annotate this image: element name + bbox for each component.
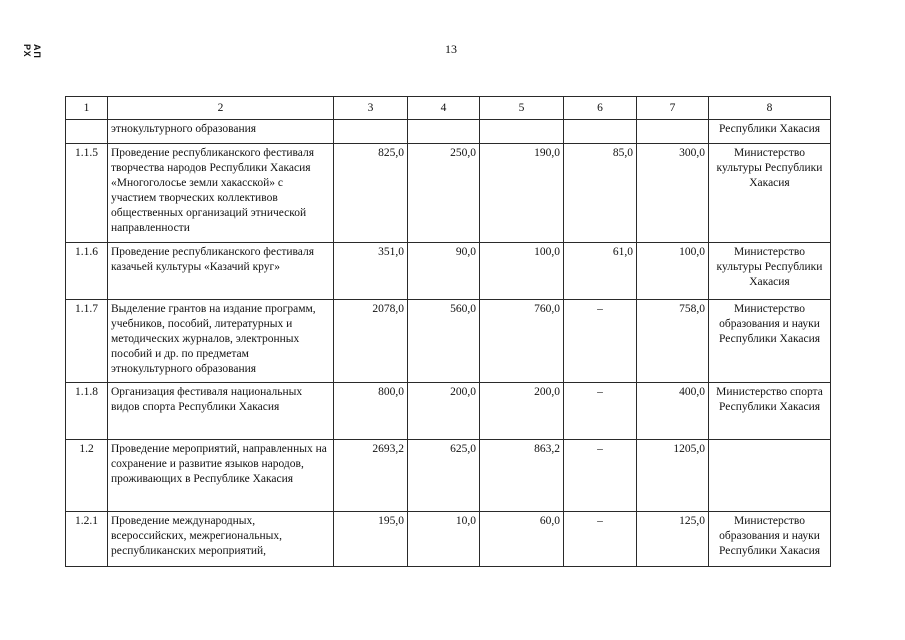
amount-total: 825,0: [334, 144, 408, 243]
amount-col7: 758,0: [637, 300, 709, 383]
header-cell: 8: [709, 97, 831, 120]
item-number: 1.2.1: [66, 512, 108, 567]
table-row: [66, 383, 831, 440]
amount-col4: 90,0: [408, 243, 480, 300]
amount-col5: 60,0: [480, 512, 564, 567]
amount-col6: –: [564, 300, 637, 383]
amount-col7: 400,0: [637, 383, 709, 440]
amount-col4: 200,0: [408, 383, 480, 440]
item-description: Проведение мероприятий, направленных на сохранение и развитие языков народов, проживающих в Республике Хакасия: [108, 440, 334, 512]
amount-col7: 125,0: [637, 512, 709, 567]
page-number: 13: [445, 42, 457, 56]
amount-total: 351,0: [334, 243, 408, 300]
amount-col6: 61,0: [564, 243, 637, 300]
budget-table: [65, 96, 831, 567]
amount-col7: 100,0: [637, 243, 709, 300]
header-cell: 3: [334, 97, 408, 120]
responsible-org: Министерство спорта Республики Хакасия: [709, 383, 831, 440]
responsible-org: [709, 440, 831, 512]
amount-col4: 625,0: [408, 440, 480, 512]
header-cell: 7: [637, 97, 709, 120]
item-number: [66, 120, 108, 144]
responsible-org: Министерство образования и науки Республики Хакасия: [709, 300, 831, 383]
amount-col6: –: [564, 440, 637, 512]
amount-col7: 1205,0: [637, 440, 709, 512]
amount-col5: 200,0: [480, 383, 564, 440]
amount-total: 2078,0: [334, 300, 408, 383]
amount-col4: 250,0: [408, 144, 480, 243]
table-row: [66, 120, 831, 144]
amount-col5: [480, 120, 564, 144]
amount-col5: 863,2: [480, 440, 564, 512]
header-cell: 6: [564, 97, 637, 120]
responsible-org: Республики Хакасия: [709, 120, 831, 144]
table-row: [66, 512, 831, 567]
amount-col6: –: [564, 383, 637, 440]
amount-col5: 760,0: [480, 300, 564, 383]
header-cell: 2: [108, 97, 334, 120]
item-description: Проведение республиканского фестиваля казачьей культуры «Казачий круг»: [108, 243, 334, 300]
amount-total: 800,0: [334, 383, 408, 440]
amount-col7: [637, 120, 709, 144]
table-row: [66, 300, 831, 383]
amount-col5: 190,0: [480, 144, 564, 243]
responsible-org: Министерство культуры Республики Хакасия: [709, 144, 831, 243]
amount-col4: [408, 120, 480, 144]
header-cell: 4: [408, 97, 480, 120]
item-number: 1.1.5: [66, 144, 108, 243]
responsible-org: Министерство культуры Республики Хакасия: [709, 243, 831, 300]
header-cell: 1: [66, 97, 108, 120]
header-cell: 5: [480, 97, 564, 120]
item-number: 1.1.8: [66, 383, 108, 440]
item-number: 1.1.6: [66, 243, 108, 300]
amount-col4: 560,0: [408, 300, 480, 383]
item-description: этнокультурного образования: [108, 120, 334, 144]
amount-col5: 100,0: [480, 243, 564, 300]
item-description: Проведение международных, всероссийских, межрегиональных, республиканских мероприятий,: [108, 512, 334, 567]
responsible-org: Министерство образования и науки Республики Хакасия: [709, 512, 831, 567]
item-description: Проведение республиканского фестиваля творчества народов Республики Хакасия «Многоголосье земли хакасской» с участием творческих коллективов общественных организаций этнической направленности: [108, 144, 334, 243]
amount-total: [334, 120, 408, 144]
amount-col6: –: [564, 512, 637, 567]
amount-col6: [564, 120, 637, 144]
table-row: [66, 144, 831, 243]
amount-total: 195,0: [334, 512, 408, 567]
amount-col6: 85,0: [564, 144, 637, 243]
item-description: Выделение грантов на издание программ, учебников, пособий, литературных и методических журналов, электронных пособий и др. по предметам этнокультурного образования: [108, 300, 334, 383]
table-row: [66, 243, 831, 300]
item-number: 1.2: [66, 440, 108, 512]
item-description: Организация фестиваля национальных видов спорта Республики Хакасия: [108, 383, 334, 440]
item-number: 1.1.7: [66, 300, 108, 383]
table-row: [66, 440, 831, 512]
amount-total: 2693,2: [334, 440, 408, 512]
table-header-row: [66, 97, 831, 120]
amount-col7: 300,0: [637, 144, 709, 243]
archive-stamp: АП РХ: [22, 44, 42, 59]
amount-col4: 10,0: [408, 512, 480, 567]
